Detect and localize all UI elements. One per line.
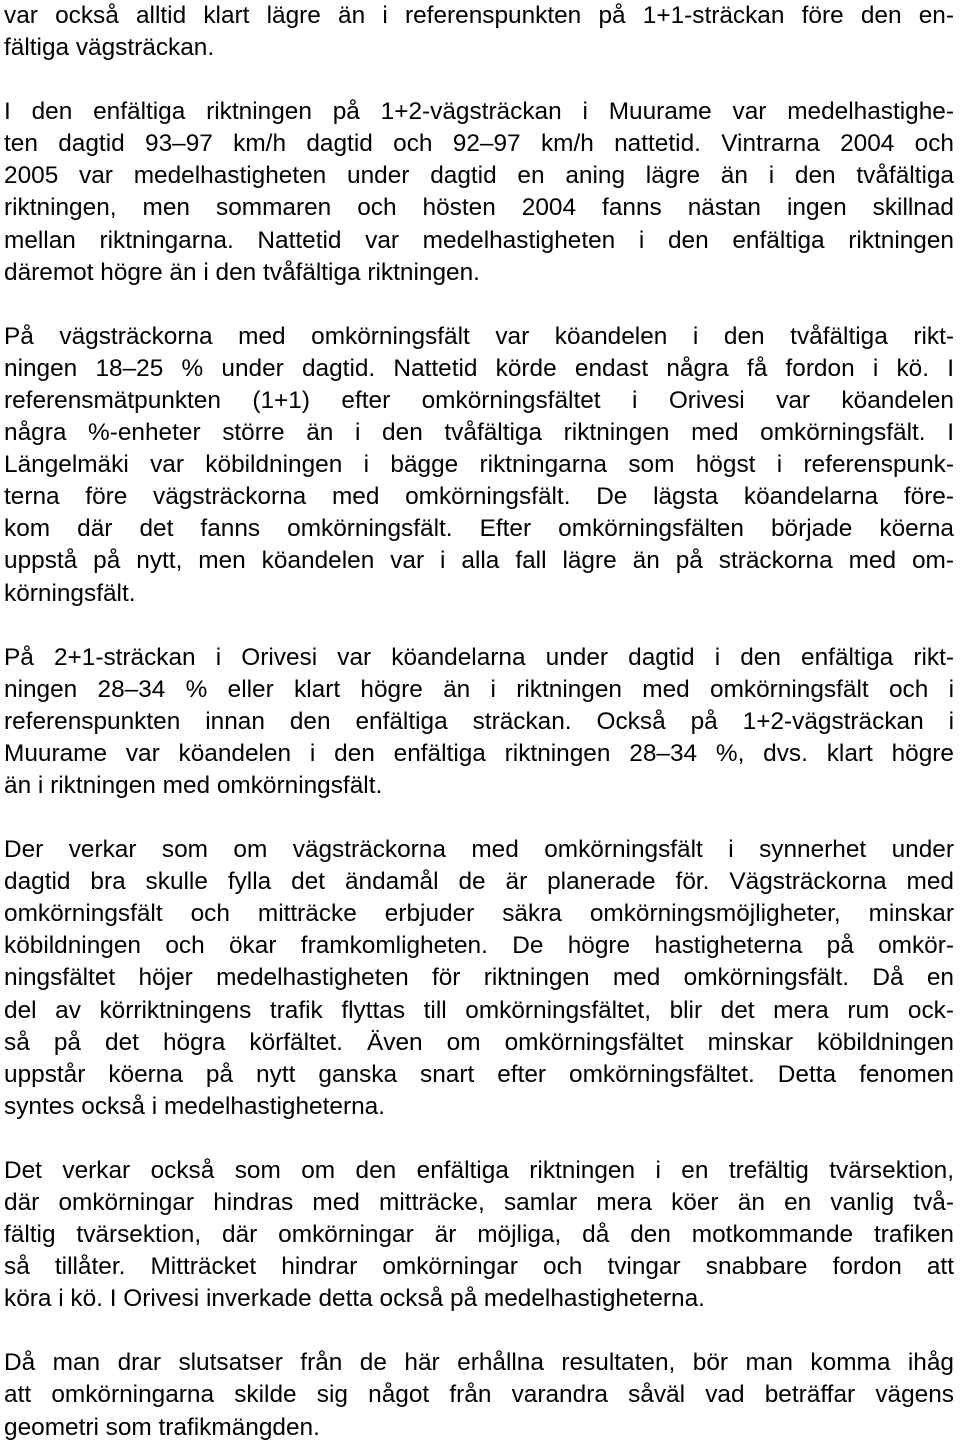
paragraph-7	[4, 1347, 954, 1443]
text-line: syntes också i medelhastigheterna.	[4, 1092, 385, 1120]
text-line: dagtid bra skulle fylla det ändamål de är planerade för. Vägsträckorna med	[4, 868, 954, 896]
text-line: fältiga vägsträckan.	[4, 34, 215, 62]
paragraph-gap	[4, 1123, 954, 1155]
text-line: del av körriktningens trafik flyttas till omkörningsfältet, blir det mera rum ock-	[4, 996, 954, 1024]
text-line: mellan riktningarna. Nattetid var medelhastigheten i den enfältiga riktningen	[4, 226, 954, 254]
text-line: 2005 var medelhastigheten under dagtid en aning lägre än i den tvåfältiga	[4, 162, 954, 190]
text-line: Längelmäki var köbildningen i bägge riktningarna som högst i referenspunk-	[4, 451, 954, 479]
text-line: Muurame var köandelen i den enfältiga riktningen 28–34 %, dvs. klart högre	[4, 739, 954, 767]
text-line: kom där det fanns omkörningsfält. Efter omkörningsfälten började köerna	[4, 515, 954, 543]
document-page	[4, 0, 954, 1444]
text-line: uppstår köerna på nytt ganska snart efter omkörningsfältet. Detta fenomen	[4, 1060, 954, 1088]
paragraph-3	[4, 321, 954, 610]
paragraph-2	[4, 96, 954, 289]
text-line: fältig tvärsektion, där omkörningar är möjliga, då den motkommande trafiken	[4, 1221, 954, 1249]
text-line: däremot högre än i den tvåfältiga riktningen.	[4, 258, 480, 286]
paragraph-5	[4, 834, 954, 1123]
paragraph-gap	[4, 64, 954, 96]
text-line: Det verkar också som om den enfältiga riktningen i en trefältig tvärsektion,	[4, 1156, 954, 1184]
paragraph-6	[4, 1155, 954, 1315]
paragraph-1	[4, 0, 954, 64]
text-line: Der verkar som om vägsträckorna med omkörningsfält i synnerhet under	[4, 836, 954, 864]
text-line: referensmätpunkten (1+1) efter omkörningsfältet i Orivesi var köandelen	[4, 386, 954, 414]
paragraph-gap	[4, 610, 954, 642]
text-line: I den enfältiga riktningen på 1+2-vägsträckan i Muurame var medelhastighe-	[4, 98, 954, 126]
text-line: var också alltid klart lägre än i referenspunkten på 1+1-sträckan före den en-	[4, 2, 954, 29]
paragraph-gap	[4, 1315, 954, 1347]
text-line: så på det högra körfältet. Även om omkörningsfältet minskar köbildningen	[4, 1028, 954, 1056]
text-line: att omkörningarna skilde sig något från varandra såväl vad beträffar vägens	[4, 1381, 954, 1409]
text-line: ningen 18–25 % under dagtid. Nattetid körde endast några få fordon i kö. I	[4, 354, 954, 382]
text-line: omkörningsfält och mitträcke erbjuder säkra omkörningsmöjligheter, minskar	[4, 900, 954, 928]
text-line: riktningen, men sommaren och hösten 2004 fanns nästan ingen skillnad	[4, 194, 954, 222]
text-line: köbildningen och ökar framkomligheten. De högre hastigheterna på omkör-	[4, 932, 954, 960]
text-line: några %-enheter större än i den tvåfältiga riktningen med omkörningsfält. I	[4, 419, 954, 447]
text-line: uppstå på nytt, men köandelen var i alla fall lägre än på sträckorna med om-	[4, 547, 954, 575]
text-line: där omkörningar hindras med mitträcke, samlar mera köer än en vanlig två-	[4, 1189, 954, 1216]
text-line: körningsfält.	[4, 579, 136, 607]
text-line: geometri som trafikmängden.	[4, 1413, 320, 1441]
text-line: så tillåter. Mitträcket hindrar omkörningar och tvingar snabbare fordon att	[4, 1253, 954, 1281]
paragraph-4	[4, 642, 954, 802]
text-line: köra i kö. I Orivesi inverkade detta också på medelhastigheterna.	[4, 1285, 705, 1313]
text-line: referenspunkten innan den enfältiga sträckan. Också på 1+2-vägsträckan i	[4, 707, 954, 735]
paragraph-gap	[4, 289, 954, 321]
text-line: än i riktningen med omkörningsfält.	[4, 771, 383, 799]
text-line: terna före vägsträckorna med omkörningsfält. De lägsta köandelarna före-	[4, 483, 954, 511]
text-line: På vägsträckorna med omkörningsfält var köandelen i den tvåfältiga rikt-	[4, 322, 954, 350]
paragraph-gap	[4, 802, 954, 834]
text-line: ningsfältet höjer medelhastigheten för riktningen med omkörningsfält. Då en	[4, 964, 954, 992]
text-line: ten dagtid 93–97 km/h dagtid och 92–97 km/h nattetid. Vintrarna 2004 och	[4, 130, 954, 158]
text-line: ningen 28–34 % eller klart högre än i riktningen med omkörningsfält och i	[4, 675, 954, 703]
text-line: På 2+1-sträckan i Orivesi var köandelarna under dagtid i den enfältiga rikt-	[4, 643, 954, 671]
text-line: Då man drar slutsatser från de här erhållna resultaten, bör man komma ihåg	[4, 1349, 954, 1377]
